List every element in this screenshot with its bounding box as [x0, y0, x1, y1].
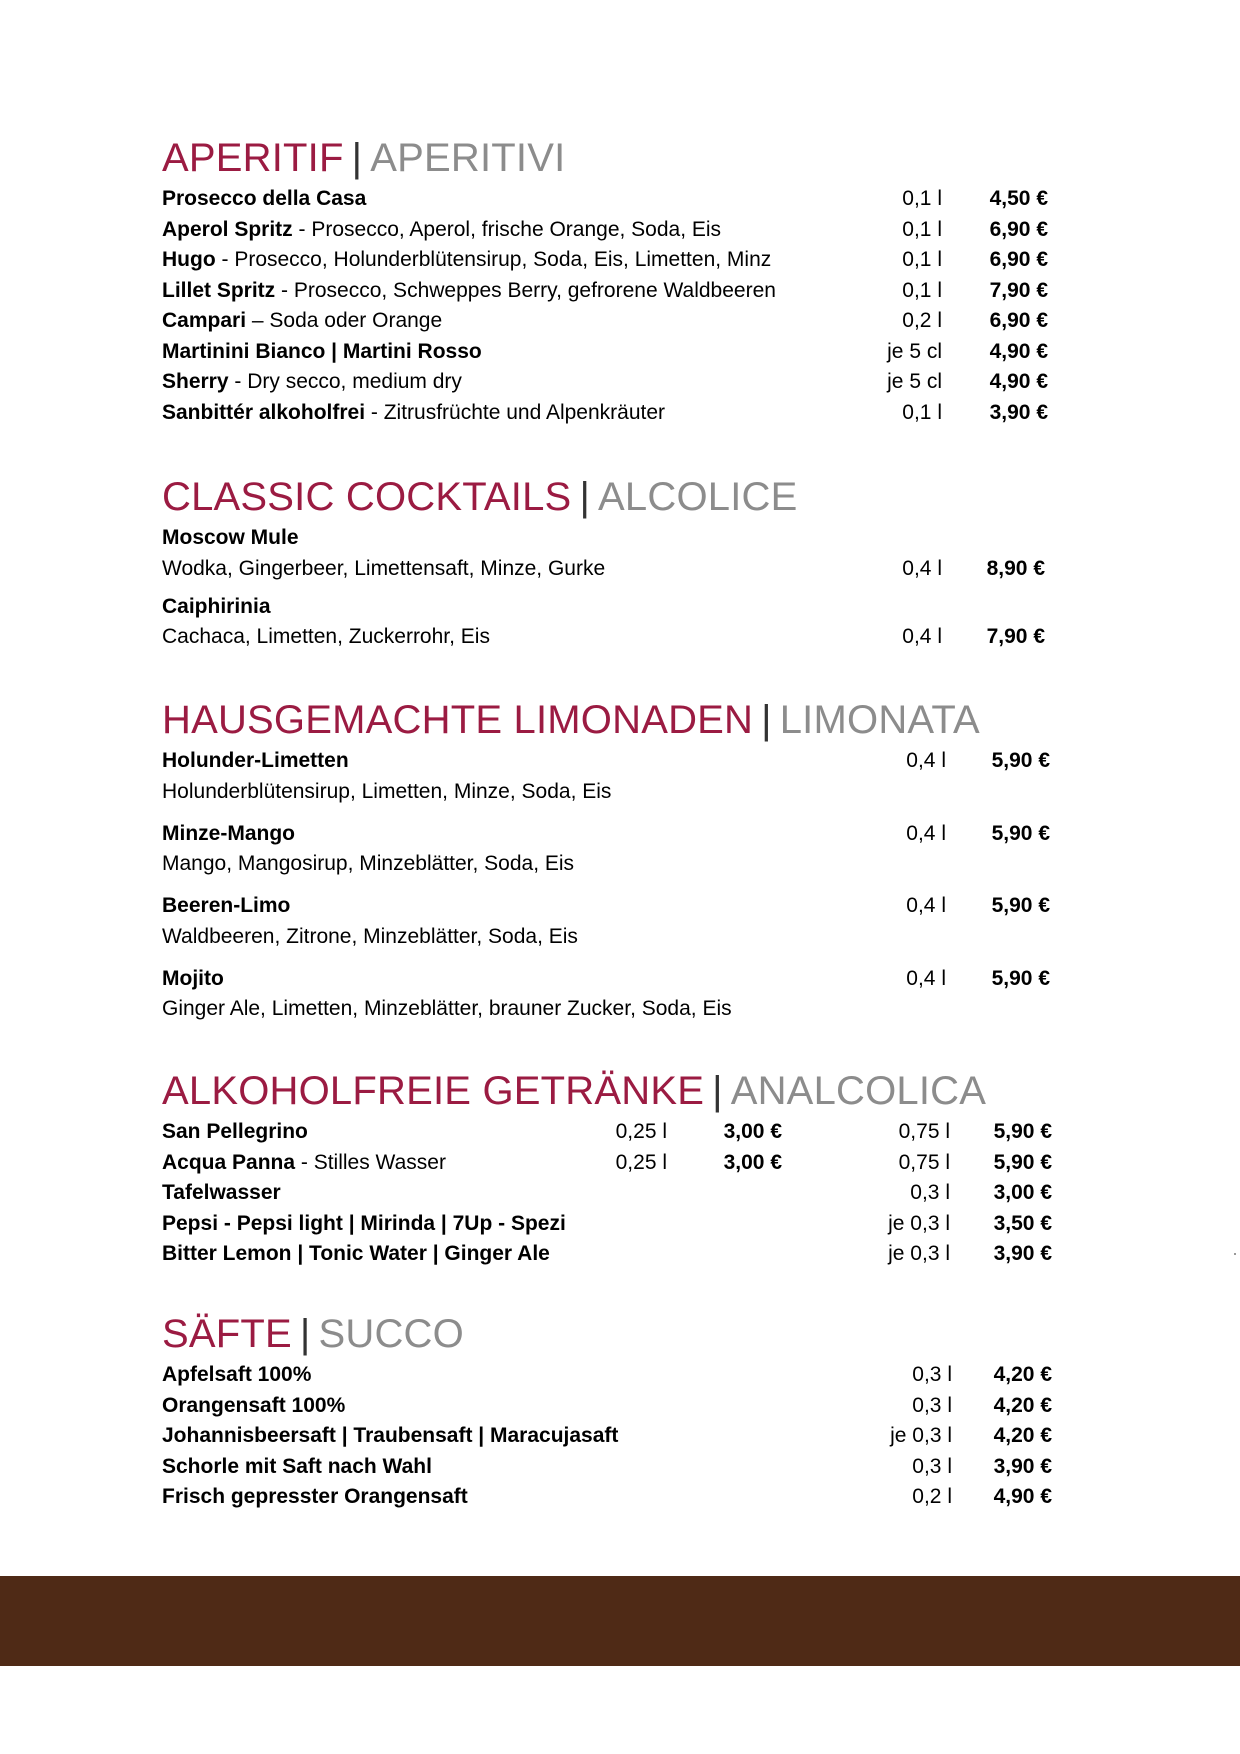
- item-volume: 0,75 l: [898, 1150, 950, 1174]
- menu-row: [162, 215, 1062, 246]
- item-description-line: [162, 622, 1062, 652]
- item-volume: 0,4 l: [906, 894, 946, 917]
- item-name: Schorle mit Saft nach Wahl: [162, 1454, 432, 1478]
- menu-list: [162, 1117, 1062, 1270]
- item-name: Johannisbeersaft | Traubensaft | Maracujasaft: [162, 1424, 619, 1447]
- heading-subtitle: LIMONATA: [779, 698, 980, 742]
- heading-subtitle: ANALCOLICA: [730, 1069, 987, 1113]
- item-volume: je 5 cl: [887, 370, 942, 393]
- menu-item: [162, 746, 1062, 807]
- item-name: Lillet Spritz: [162, 278, 276, 302]
- item-description-line: [162, 554, 1062, 584]
- item-price-small: 3,00 €: [723, 1150, 782, 1174]
- item-volume: je 0,3 l: [888, 1211, 950, 1235]
- heading-separator: |: [579, 475, 591, 519]
- item-volume-small: 0,25 l: [615, 1120, 667, 1143]
- item-name: Aperol Spritz: [162, 217, 293, 241]
- menu-row: [162, 398, 1062, 429]
- item-price: 6,90 €: [989, 309, 1048, 332]
- menu-row: [162, 1148, 1062, 1179]
- heading-subtitle: ALCOLICE: [598, 475, 798, 519]
- item-name: Martinini Bianco | Martini Rosso: [162, 339, 482, 363]
- item-description: Mango, Mangosirup, Minzeblätter, Soda, Eis: [162, 852, 575, 875]
- item-price: 8,90 €: [986, 556, 1045, 580]
- menu-row: [162, 1178, 1062, 1209]
- item-description: Cachaca, Limetten, Zuckerrohr, Eis: [162, 625, 490, 648]
- menu-item: [162, 819, 1062, 880]
- item-description: - Stilles Wasser: [295, 1150, 446, 1174]
- item-volume: 0,4 l: [906, 749, 946, 772]
- item-volume: 0,4 l: [902, 625, 942, 648]
- item-description: – Soda oder Orange: [246, 309, 443, 332]
- section-heading: [162, 134, 1062, 182]
- item-description: - Zitrusfrüchte und Alpenkräuter: [365, 400, 666, 424]
- menu-list: [162, 1360, 1062, 1513]
- item-name: Sherry: [162, 370, 229, 393]
- item-price: 5,90 €: [993, 1120, 1052, 1143]
- menu-item: [162, 891, 1062, 952]
- heading-subtitle: SUCCO: [318, 1312, 464, 1356]
- item-price: 5,90 €: [991, 966, 1050, 990]
- item-name: Bitter Lemon | Tonic Water | Ginger Ale: [162, 1242, 550, 1265]
- heading-title: CLASSIC COCKTAILS: [162, 475, 572, 519]
- item-volume: 0,2 l: [902, 309, 942, 332]
- item-price: 4,90 €: [989, 370, 1048, 393]
- item-volume: 0,4 l: [906, 821, 946, 845]
- item-volume-small: 0,25 l: [615, 1150, 667, 1174]
- menu-list: [162, 523, 1062, 652]
- menu-row: [162, 1421, 1062, 1452]
- menu-row: [162, 337, 1062, 368]
- item-description: Waldbeeren, Zitrone, Minzeblätter, Soda, Eis: [162, 924, 578, 948]
- item-name: Beeren-Limo: [162, 894, 291, 917]
- menu-item: [162, 592, 1062, 653]
- item-price: 7,90 €: [986, 625, 1045, 648]
- menu-row: [162, 306, 1062, 337]
- item-price: 7,90 €: [989, 278, 1048, 302]
- item-description-line: [162, 994, 1062, 1024]
- item-description-line: [162, 922, 1062, 952]
- item-name: Minze-Mango: [162, 821, 295, 845]
- item-volume: 0,4 l: [906, 966, 946, 990]
- item-price: 3,90 €: [993, 1454, 1052, 1478]
- item-description: - Prosecco, Schweppes Berry, gefrorene Waldbeeren: [275, 278, 776, 302]
- heading-title: HAUSGEMACHTE LIMONADEN: [162, 698, 754, 742]
- item-price: 3,90 €: [989, 400, 1048, 424]
- item-price: 4,50 €: [989, 187, 1048, 210]
- item-name: Mojito: [162, 966, 224, 990]
- footer-band: [0, 1576, 1240, 1666]
- menu-row: [162, 1239, 1062, 1270]
- item-price: 6,90 €: [989, 217, 1048, 241]
- heading-title: ALKOHOLFREIE GETRÄNKE: [162, 1069, 705, 1113]
- item-volume: 0,1 l: [902, 217, 942, 241]
- item-description: Ginger Ale, Limetten, Minzeblätter, brauner Zucker, Soda, Eis: [162, 997, 732, 1020]
- heading-title: APERITIF: [162, 136, 344, 180]
- item-price: 4,20 €: [993, 1393, 1052, 1417]
- item-price: 3,90 €: [993, 1242, 1052, 1265]
- section-alkoholfrei: [162, 1067, 1062, 1270]
- item-name: Acqua Panna: [162, 1150, 296, 1174]
- item-volume: 0,1 l: [902, 400, 942, 424]
- item-name: Moscow Mule: [162, 526, 299, 549]
- menu-row: [162, 184, 1062, 215]
- menu-list: [162, 746, 1062, 1024]
- item-price: 5,90 €: [991, 894, 1050, 917]
- item-description-line: [162, 777, 1062, 807]
- item-name: Prosecco della Casa: [162, 187, 367, 210]
- item-title-line: [162, 964, 1062, 995]
- menu-row: [162, 1482, 1062, 1513]
- item-name: San Pellegrino: [162, 1120, 308, 1143]
- item-name: Sanbittér alkoholfrei: [162, 400, 366, 424]
- item-price: 4,20 €: [993, 1424, 1052, 1447]
- item-volume: 0,2 l: [912, 1485, 952, 1508]
- section-heading: [162, 696, 1062, 744]
- section-heading: [162, 473, 1062, 521]
- item-price: 6,90 €: [989, 248, 1048, 271]
- item-price: 5,90 €: [991, 821, 1050, 845]
- section-aperitif: [162, 134, 1062, 428]
- menu-row: [162, 1209, 1062, 1240]
- heading-title: SÄFTE: [162, 1312, 292, 1356]
- heading-separator: |: [761, 698, 772, 742]
- item-title-line: [162, 746, 1062, 777]
- item-name: Orangensaft 100%: [162, 1393, 346, 1417]
- section-heading: [162, 1310, 1062, 1358]
- item-volume: je 0,3 l: [888, 1242, 950, 1265]
- item-name: Campari: [162, 309, 247, 332]
- item-title-line: [162, 891, 1062, 922]
- item-volume: 0,1 l: [902, 187, 942, 210]
- menu-row: [162, 276, 1062, 307]
- section-heading: [162, 1067, 1062, 1115]
- menu-row: [162, 367, 1062, 398]
- item-volume: 0,1 l: [902, 278, 942, 302]
- item-volume: 0,3 l: [912, 1393, 952, 1417]
- item-volume: 0,3 l: [910, 1181, 950, 1204]
- menu-row: [162, 1117, 1062, 1148]
- menu-row: [162, 1452, 1062, 1483]
- item-name: Tafelwasser: [162, 1181, 281, 1204]
- item-price: 3,50 €: [993, 1211, 1052, 1235]
- section-cocktails: [162, 473, 1062, 660]
- menu-row: [162, 1391, 1062, 1422]
- menu-list: [162, 184, 1062, 428]
- item-volume: 0,3 l: [912, 1454, 952, 1478]
- item-description: Wodka, Gingerbeer, Limettensaft, Minze, Gurke: [162, 556, 606, 580]
- item-volume: 0,3 l: [912, 1363, 952, 1386]
- item-price: 4,90 €: [993, 1485, 1052, 1508]
- item-price: 3,00 €: [993, 1181, 1052, 1204]
- item-price: 5,90 €: [991, 749, 1050, 772]
- item-price: 5,90 €: [993, 1150, 1052, 1174]
- item-name: Caiphirinia: [162, 594, 271, 618]
- menu-row: [162, 1360, 1062, 1391]
- item-volume: je 0,3 l: [890, 1424, 952, 1447]
- item-title-line: [162, 819, 1062, 850]
- item-price-small: 3,00 €: [723, 1120, 782, 1143]
- item-volume: 0,1 l: [902, 248, 942, 271]
- item-volume: 0,4 l: [902, 556, 942, 580]
- menu-item: [162, 523, 1062, 584]
- heading-separator: |: [351, 136, 363, 180]
- item-name: Apfelsaft 100%: [162, 1363, 312, 1386]
- heading-subtitle: APERITIVI: [370, 136, 566, 180]
- heading-separator: |: [712, 1069, 723, 1113]
- menu-row: [162, 245, 1062, 276]
- item-name: Pepsi - Pepsi light | Mirinda | 7Up - Spezi: [162, 1211, 566, 1235]
- item-description: - Prosecco, Holunderblütensirup, Soda, Eis, Limetten, Minz: [215, 248, 772, 271]
- item-title-line: [162, 523, 1062, 554]
- item-price: 4,20 €: [993, 1363, 1052, 1386]
- section-limonaden: [162, 696, 1062, 1036]
- item-description: - Dry secco, medium dry: [228, 370, 462, 393]
- item-description: Holunderblütensirup, Limetten, Minze, Soda, Eis: [162, 779, 612, 803]
- item-price: 4,90 €: [989, 339, 1048, 363]
- item-name: Hugo: [162, 248, 216, 271]
- heading-separator: |: [299, 1312, 311, 1356]
- stray-mark: [1234, 1253, 1236, 1255]
- item-description: - Prosecco, Aperol, frische Orange, Soda, Eis: [292, 217, 722, 241]
- item-description-line: [162, 849, 1062, 879]
- item-title-line: [162, 592, 1062, 623]
- section-saefte: [162, 1310, 1062, 1513]
- item-volume: je 5 cl: [887, 339, 942, 363]
- item-name: Holunder-Limetten: [162, 749, 349, 772]
- item-volume: 0,75 l: [898, 1120, 950, 1143]
- menu-item: [162, 964, 1062, 1025]
- item-name: Frisch gepresster Orangensaft: [162, 1485, 468, 1508]
